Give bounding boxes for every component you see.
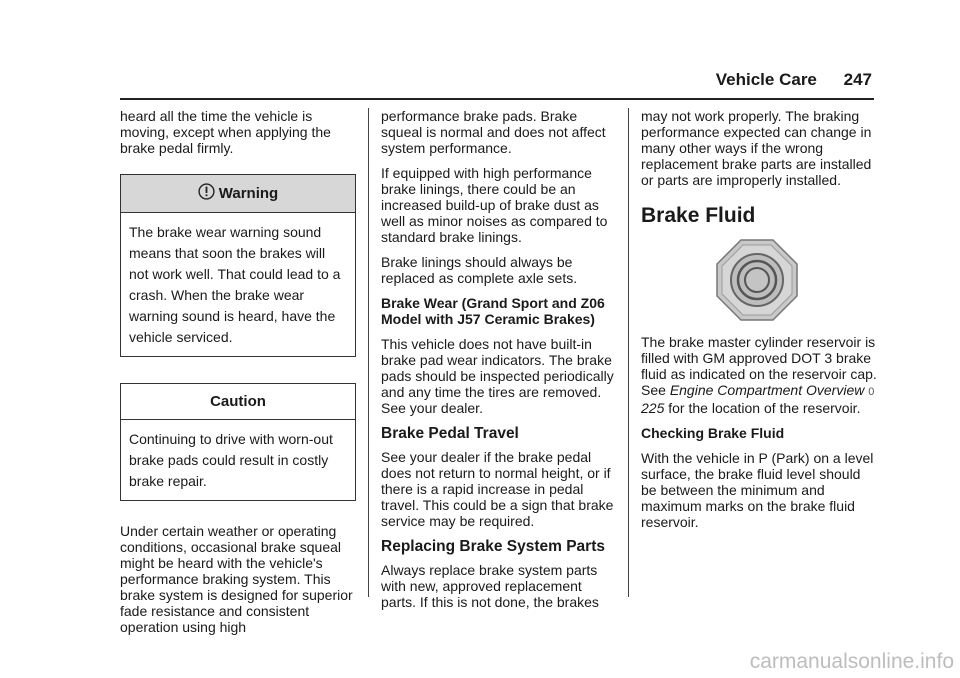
column-divider bbox=[368, 108, 369, 597]
caution-box bbox=[120, 383, 356, 501]
column-2 bbox=[381, 108, 617, 619]
warning-box bbox=[120, 174, 356, 357]
body-paragraph: If equipped with high performance brake linings, there could be an increased build-up of brake dust as well as minor noises as compared to standard brake linings. bbox=[381, 165, 608, 245]
body-paragraph: Always replace brake system parts with new, approved replacement parts. If this is not done, the brakes bbox=[381, 562, 599, 610]
body-paragraph: This vehicle does not have built-in brake pad wear indicators. The brake pads should be inspected periodically and any time the tires are removed. See your dealer. bbox=[381, 336, 614, 416]
warning-body: The brake wear warning sound means that soon the brakes will not work well. That could lead to a crash. When the brake wear warning sound is heard, have the vehicle serviced. bbox=[129, 224, 341, 345]
engine-compartment-link[interactable]: Engine Compartment Overview bbox=[669, 382, 865, 398]
body-paragraph: The brake master cylinder reservoir is filled with GM approved DOT 3 brake fluid as indicated on the reservoir cap. See Engine Compartment Overview 0 225 for the location of the reservoir. bbox=[641, 334, 877, 416]
heading-replacing-brake-parts: Replacing Brake System Parts bbox=[381, 538, 605, 555]
body-paragraph: See your dealer if the brake pedal does not return to normal height, or if there is a rapid increase in pedal travel. This could be a sign that brake service may be required. bbox=[381, 449, 614, 529]
brake-fluid-icon bbox=[715, 238, 799, 322]
caution-title: Caution bbox=[121, 384, 355, 420]
subheading-brake-wear: Brake Wear (Grand Sport and Z06 Model with J57 Ceramic Brakes) bbox=[381, 295, 605, 327]
heading-brake-pedal-travel: Brake Pedal Travel bbox=[381, 425, 519, 442]
column-divider bbox=[628, 108, 629, 597]
header-rule bbox=[120, 98, 874, 100]
subheading-checking-fluid: Checking Brake Fluid bbox=[641, 425, 785, 441]
body-paragraph: Under certain weather or operating conditions, occasional brake squeal might be heard with the vehicle's performance braking system. This brake system is designed for superior fade resistance and consistent operation using high bbox=[120, 523, 353, 635]
body-paragraph: may not work properly. The braking performance expected can change in many other ways if the wrong replacement brake parts are installed or parts are improperly installed. bbox=[641, 108, 872, 188]
page-ref-arrow: 0 bbox=[868, 386, 875, 398]
page-ref-number[interactable]: 225 bbox=[641, 400, 665, 416]
page-header bbox=[716, 70, 872, 90]
body-paragraph: performance brake pads. Brake squeal is normal and does not affect system performance. bbox=[381, 108, 606, 156]
section-title: Vehicle Care bbox=[715, 70, 817, 89]
warning-title: Warning bbox=[218, 185, 279, 202]
body-paragraph: Brake linings should always be replaced as complete axle sets. bbox=[381, 254, 578, 286]
warning-icon bbox=[198, 183, 215, 204]
column-1 bbox=[120, 108, 356, 644]
watermark-text: carmanualsonline.info bbox=[749, 650, 954, 673]
intro-paragraph: heard all the time the vehicle is moving, except when applying the brake pedal firmly. bbox=[120, 108, 331, 156]
caution-body: Continuing to drive with worn-out brake pads could result in costly brake repair. bbox=[129, 431, 333, 489]
heading-brake-fluid: Brake Fluid bbox=[641, 204, 756, 227]
page-number: 247 bbox=[843, 70, 872, 89]
column-3 bbox=[641, 108, 877, 539]
body-paragraph: With the vehicle in P (Park) on a level surface, the brake fluid level should be between the minimum and maximum marks on the brake fluid reservoir. bbox=[641, 450, 874, 530]
warning-header bbox=[121, 175, 355, 213]
